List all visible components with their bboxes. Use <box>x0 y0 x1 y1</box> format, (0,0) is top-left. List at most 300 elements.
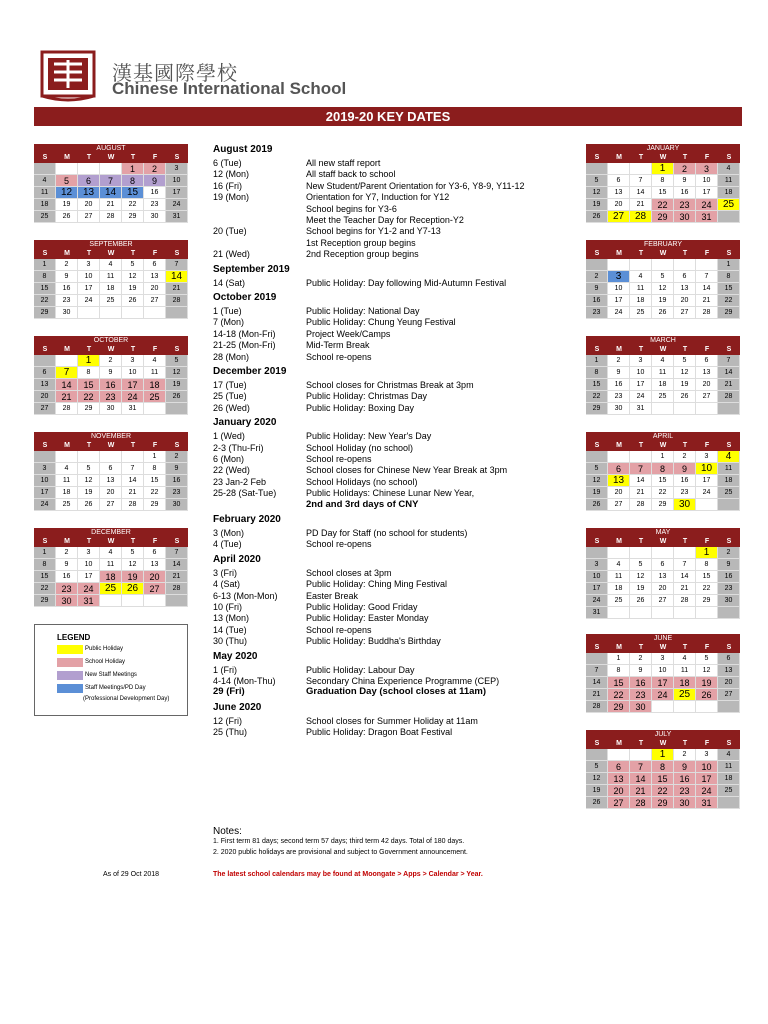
calendar-day: 22 <box>608 689 630 701</box>
calendar-day: 23 <box>100 391 122 403</box>
day-header: W <box>659 740 667 747</box>
day-header: T <box>130 250 136 257</box>
calendar-day: 18 <box>718 773 740 785</box>
calendar-day: 27 <box>696 391 718 403</box>
day-header: S <box>174 442 180 449</box>
calendar-day: 3 <box>608 271 630 283</box>
calendar-day: 1 <box>652 749 674 761</box>
calendar-empty-cell <box>696 607 718 619</box>
event-description: All staff back to school <box>306 169 396 180</box>
calendar-day: 13 <box>34 379 56 391</box>
calendar-day: 11 <box>718 463 740 475</box>
events-month-heading: May 2020 <box>213 650 258 662</box>
calendar-empty-cell <box>166 307 188 319</box>
calendar-day: 2 <box>56 259 78 271</box>
event-description: Public Holiday: National Day <box>306 306 420 316</box>
legend-label-school: School Holiday <box>85 659 126 665</box>
day-header: F <box>704 250 710 257</box>
calendar-day: 1 <box>34 547 56 559</box>
calendar-day: 28 <box>56 403 78 415</box>
legend-swatch-staff <box>57 671 83 680</box>
calendar-day: 24 <box>34 499 56 511</box>
calendar-day: 10 <box>78 271 100 283</box>
calendar-empty-cell <box>674 607 696 619</box>
calendar-day: 19 <box>122 283 144 295</box>
day-header: T <box>682 442 688 449</box>
calendar-day: 3 <box>652 653 674 665</box>
event-date: 4-14 (Mon-Thu) <box>213 676 276 686</box>
day-header: T <box>638 154 644 161</box>
calendar-day: 23 <box>674 785 696 797</box>
calendar-day: 14 <box>630 187 652 199</box>
day-header: M <box>64 346 70 353</box>
calendar-empty-cell <box>718 701 740 713</box>
calendar-day: 22 <box>718 295 740 307</box>
calendar-day: 5 <box>122 547 144 559</box>
calendar-day: 22 <box>696 583 718 595</box>
calendar-day: 1 <box>718 259 740 271</box>
calendar-day: 22 <box>122 199 144 211</box>
calendar-day: 2 <box>608 355 630 367</box>
calendar-day: 2 <box>674 749 696 761</box>
calendar-day: 17 <box>166 187 188 199</box>
event-date: 29 (Fri) <box>213 686 245 698</box>
calendar-empty-cell <box>652 403 674 415</box>
calendar-day: 6 <box>34 367 56 379</box>
calendar-day: 8 <box>696 559 718 571</box>
calendar-empty-cell <box>696 701 718 713</box>
calendar-day: 27 <box>78 211 100 223</box>
calendar-day: 5 <box>122 259 144 271</box>
events-month-heading: September 2019 <box>213 263 290 275</box>
day-header: T <box>130 538 136 545</box>
day-header: S <box>594 250 600 257</box>
calendar-day: 1 <box>586 355 608 367</box>
calendar-day: 19 <box>652 295 674 307</box>
calendar-day: 16 <box>674 475 696 487</box>
calendar-day: 12 <box>586 475 608 487</box>
calendar-day: 26 <box>652 307 674 319</box>
calendar-day: 3 <box>630 355 652 367</box>
calendar-day: 15 <box>122 187 144 199</box>
calendar-empty-cell <box>608 749 630 761</box>
calendar-day: 18 <box>34 199 56 211</box>
event-description: School re-opens <box>306 351 372 362</box>
calendar-day: 24 <box>696 199 718 211</box>
calendar-empty-cell <box>608 607 630 619</box>
event-description: Public Holiday: Buddha's Birthday <box>306 636 441 647</box>
day-header: M <box>616 538 622 545</box>
events-month-heading: August 2019 <box>213 144 273 155</box>
calendar-empty-cell <box>696 499 718 511</box>
event-date: 20 (Tue) <box>213 226 247 237</box>
calendar-day: 18 <box>674 677 696 689</box>
calendar-empty-cell <box>78 451 100 463</box>
event-description: PD Day for Staff (no school for students) <box>306 528 468 538</box>
calendar-day-headers <box>34 345 188 355</box>
calendar-day: 27 <box>674 307 696 319</box>
day-header: S <box>726 346 732 353</box>
calendar-day: 30 <box>166 499 188 511</box>
calendar-empty-cell <box>608 259 630 271</box>
day-header: T <box>86 154 92 161</box>
calendar-day: 19 <box>674 379 696 391</box>
calendar-day: 25 <box>718 487 740 499</box>
calendar-empty-cell <box>34 163 56 175</box>
day-header: T <box>86 250 92 257</box>
calendar-day: 22 <box>652 487 674 499</box>
calendar-day: 2 <box>166 451 188 463</box>
day-header: T <box>638 740 644 747</box>
calendar-day: 28 <box>718 391 740 403</box>
calendar-day: 2 <box>674 163 696 175</box>
calendar-day: 5 <box>586 175 608 187</box>
event-description: Public Holiday: Boxing Day <box>306 402 415 413</box>
calendar-day: 30 <box>608 403 630 415</box>
event-date: 26 (Wed) <box>213 402 250 413</box>
calendar-empty-cell <box>34 451 56 463</box>
day-header: T <box>86 538 92 545</box>
day-header: M <box>64 538 70 545</box>
calendar-day: 6 <box>652 559 674 571</box>
calendar-day: 18 <box>718 187 740 199</box>
calendar-day: 19 <box>78 487 100 499</box>
event-description: 2nd and 3rd days of CNY <box>306 498 419 510</box>
calendar-day: 24 <box>122 391 144 403</box>
legend-label-staff: New Staff Meetings <box>85 672 137 678</box>
calendar-empty-cell <box>586 451 608 463</box>
calendar-grid <box>586 355 740 415</box>
calendar-day: 29 <box>652 211 674 223</box>
calendar-empty-cell <box>144 595 166 607</box>
day-header: T <box>638 442 644 449</box>
calendar-day: 17 <box>696 773 718 785</box>
calendar-day: 20 <box>608 487 630 499</box>
calendar-empty-cell <box>586 163 608 175</box>
day-header: S <box>174 250 180 257</box>
event-description: 1st Reception group begins <box>306 237 416 248</box>
day-header: S <box>42 538 48 545</box>
event-description: Public Holiday: New Year's Day <box>306 431 432 442</box>
day-header: S <box>594 346 600 353</box>
calendar-empty-cell <box>586 259 608 271</box>
calendar-day: 4 <box>34 175 56 187</box>
events-month-heading: January 2020 <box>213 417 277 429</box>
calendar-day: 11 <box>652 367 674 379</box>
calendar-day: 15 <box>652 475 674 487</box>
calendar-month-title: MAY <box>586 528 740 537</box>
calendar-day: 17 <box>78 571 100 583</box>
event-date: 6 (Tue) <box>213 158 242 168</box>
calendar-day: 4 <box>608 559 630 571</box>
event-date: 1 (Tue) <box>213 306 242 316</box>
calendar-day: 17 <box>696 475 718 487</box>
event-description: Public Holiday: Chung Yeung Festival <box>306 317 456 328</box>
calendar-day: 1 <box>608 653 630 665</box>
day-header: T <box>682 250 688 257</box>
day-header: F <box>152 346 158 353</box>
calendar-day: 7 <box>122 463 144 475</box>
calendar-day: 21 <box>696 295 718 307</box>
event-date: 19 (Mon) <box>213 192 250 203</box>
calendar-day: 28 <box>122 499 144 511</box>
calendar-day: 17 <box>608 295 630 307</box>
calendar-day: 17 <box>586 583 608 595</box>
calendar-day: 29 <box>144 499 166 511</box>
event-date: 4 (Tue) <box>213 539 242 550</box>
calendar-empty-cell <box>652 259 674 271</box>
calendar-day: 2 <box>674 451 696 463</box>
calendar-grid <box>586 653 740 713</box>
as-of-date: As of 29 Oct 2018 <box>103 871 160 878</box>
calendar-day: 5 <box>630 559 652 571</box>
calendar-day: 24 <box>696 785 718 797</box>
calendar-day: 29 <box>608 701 630 713</box>
calendar-day: 22 <box>652 199 674 211</box>
calendar-day: 19 <box>630 583 652 595</box>
calendar-day: 28 <box>166 295 188 307</box>
day-header: T <box>682 740 688 747</box>
calendar-day: 14 <box>586 677 608 689</box>
calendar-day: 15 <box>652 187 674 199</box>
calendar-day: 27 <box>144 295 166 307</box>
calendar-day: 17 <box>652 677 674 689</box>
legend-title: LEGEND <box>57 633 91 642</box>
calendar-day-headers <box>586 537 740 547</box>
calendar-day: 23 <box>608 391 630 403</box>
calendar-day: 10 <box>78 559 100 571</box>
calendar-day: 4 <box>718 163 740 175</box>
calendar-empty-cell <box>586 653 608 665</box>
event-date: 13 (Mon) <box>213 613 250 624</box>
calendar-day: 26 <box>586 499 608 511</box>
calendar-day: 30 <box>674 211 696 223</box>
calendar-month-title: JANUARY <box>586 144 740 153</box>
event-date: 2-3 (Thu-Fri) <box>213 442 264 453</box>
calendar-day: 14 <box>696 283 718 295</box>
calendar-day: 30 <box>100 403 122 415</box>
calendar-day: 12 <box>586 773 608 785</box>
event-description: New Student/Parent Orientation for Y3-6, Y8-9, Y11-12 <box>306 180 525 191</box>
event-date: 21-25 (Mon-Fri) <box>213 340 276 351</box>
calendar-day: 15 <box>34 571 56 583</box>
calendar-day: 6 <box>674 271 696 283</box>
school-name-chinese: 漢基國際學校 <box>112 61 238 85</box>
calendar-day: 5 <box>78 463 100 475</box>
calendar-sep <box>34 240 188 319</box>
calendar-day: 31 <box>166 211 188 223</box>
calendar-day: 31 <box>586 607 608 619</box>
calendar-empty-cell <box>100 307 122 319</box>
calendar-day: 20 <box>144 283 166 295</box>
calendar-day: 26 <box>586 797 608 809</box>
calendar-day: 9 <box>674 175 696 187</box>
day-header: S <box>42 346 48 353</box>
calendar-day: 30 <box>630 701 652 713</box>
day-header: W <box>659 442 667 449</box>
calendar-day: 2 <box>718 547 740 559</box>
calendar-day: 3 <box>696 451 718 463</box>
day-header: S <box>726 154 732 161</box>
event-date: 6-13 (Mon-Mon) <box>213 590 278 601</box>
calendar-day: 1 <box>696 547 718 559</box>
event-description: Public Holiday: Day following Mid-Autumn Festival <box>306 277 507 288</box>
day-header: T <box>638 538 644 545</box>
calendar-day: 11 <box>630 283 652 295</box>
calendar-day: 1 <box>122 163 144 175</box>
calendar-day: 26 <box>122 295 144 307</box>
event-description: Public Holiday: Dragon Boat Festival <box>306 727 453 738</box>
calendar-day: 15 <box>78 379 100 391</box>
calendar-day: 1 <box>652 451 674 463</box>
event-date: 14 (Sat) <box>213 277 246 288</box>
calendar-empty-cell <box>122 307 144 319</box>
calendar-day: 21 <box>674 583 696 595</box>
day-header: W <box>107 538 115 545</box>
event-date: 1 (Fri) <box>213 664 237 675</box>
calendar-day: 19 <box>586 785 608 797</box>
calendar-day: 12 <box>652 283 674 295</box>
calendar-grid <box>586 259 740 319</box>
event-description: School re-opens <box>306 454 372 464</box>
event-date: 10 (Fri) <box>213 602 242 612</box>
calendar-day: 7 <box>674 559 696 571</box>
calendar-day: 25 <box>100 295 122 307</box>
calendar-day: 7 <box>696 271 718 283</box>
event-date: 23 Jan-2 Feb <box>213 476 267 487</box>
day-header: M <box>616 154 622 161</box>
calendar-day: 23 <box>630 689 652 701</box>
calendar-empty-cell <box>122 451 144 463</box>
calendar-mar <box>586 336 740 415</box>
calendar-day: 13 <box>718 665 740 677</box>
calendar-day: 10 <box>166 175 188 187</box>
calendar-day-headers <box>586 441 740 451</box>
calendar-day: 10 <box>652 665 674 677</box>
calendar-day-headers <box>34 537 188 547</box>
calendar-day: 11 <box>674 665 696 677</box>
calendar-day: 6 <box>608 761 630 773</box>
calendar-day: 22 <box>586 391 608 403</box>
calendar-day: 21 <box>122 487 144 499</box>
calendar-day: 4 <box>56 463 78 475</box>
calendar-empty-cell <box>34 355 56 367</box>
calendar-day: 17 <box>122 379 144 391</box>
calendar-day: 22 <box>34 295 56 307</box>
calendar-day: 8 <box>78 367 100 379</box>
legend-sublabel: (Professional Development Day) <box>83 696 170 702</box>
calendar-day: 19 <box>586 487 608 499</box>
calendar-empty-cell <box>696 259 718 271</box>
calendar-day: 11 <box>718 761 740 773</box>
calendar-day: 13 <box>696 367 718 379</box>
calendar-grid <box>34 547 188 607</box>
day-header: S <box>726 740 732 747</box>
calendar-day: 25 <box>608 595 630 607</box>
calendar-day: 16 <box>674 187 696 199</box>
calendar-empty-cell <box>718 607 740 619</box>
event-date: 17 (Tue) <box>213 380 247 390</box>
calendar-day: 19 <box>696 677 718 689</box>
calendar-day: 28 <box>674 595 696 607</box>
event-description: Project Week/Camps <box>306 328 391 339</box>
calendar-day: 3 <box>166 163 188 175</box>
calendar-day: 11 <box>718 175 740 187</box>
day-header: S <box>726 250 732 257</box>
calendar-day: 5 <box>696 653 718 665</box>
calendar-day: 14 <box>56 379 78 391</box>
calendar-day: 23 <box>166 487 188 499</box>
calendar-day: 20 <box>608 199 630 211</box>
calendar-empty-cell <box>586 749 608 761</box>
events-month-heading: April 2020 <box>213 553 261 565</box>
day-header: S <box>594 154 600 161</box>
calendar-day: 17 <box>34 487 56 499</box>
calendar-day: 3 <box>122 355 144 367</box>
calendar-day: 27 <box>608 499 630 511</box>
event-date: 25 (Tue) <box>213 391 247 402</box>
calendar-day: 18 <box>100 283 122 295</box>
calendar-day: 29 <box>78 403 100 415</box>
calendar-day: 12 <box>56 187 78 199</box>
calendar-day: 4 <box>144 355 166 367</box>
event-description: School Holidays (no school) <box>306 476 418 487</box>
notes-title: Notes: <box>213 826 242 837</box>
note-line: 1. First term 81 days; second term 57 days; third term 42 days. Total of 180 days. <box>213 838 465 845</box>
calendar-day: 23 <box>56 583 78 595</box>
event-description: Public Holiday: Good Friday <box>306 602 418 612</box>
calendar-day: 9 <box>630 665 652 677</box>
calendar-empty-cell <box>674 547 696 559</box>
calendar-day: 14 <box>166 271 188 283</box>
calendar-day: 25 <box>630 307 652 319</box>
calendar-day: 2 <box>586 271 608 283</box>
calendar-may <box>586 528 740 619</box>
event-date: 6 (Mon) <box>213 454 245 464</box>
calendar-day: 20 <box>674 295 696 307</box>
calendar-day: 29 <box>586 403 608 415</box>
calendar-day: 23 <box>586 307 608 319</box>
events-month-heading: December 2019 <box>213 366 287 377</box>
calendar-empty-cell <box>718 499 740 511</box>
calendar-day: 17 <box>630 379 652 391</box>
day-header: M <box>616 250 622 257</box>
calendar-day: 20 <box>696 379 718 391</box>
event-description: Public Holidays: Chinese Lunar New Year, <box>306 488 475 499</box>
calendar-oct <box>34 336 188 415</box>
day-header: T <box>130 154 136 161</box>
calendar-empty-cell <box>56 355 78 367</box>
calendar-empty-cell <box>630 607 652 619</box>
calendar-empty-cell <box>652 607 674 619</box>
day-header: F <box>152 538 158 545</box>
calendar-day: 18 <box>608 583 630 595</box>
legend-swatch-public <box>57 645 83 654</box>
legend-label-public: Public Holiday <box>85 646 124 652</box>
calendar-day: 31 <box>78 595 100 607</box>
day-header: S <box>726 644 732 651</box>
event-description: Orientation for Y7, Induction for Y12 <box>306 192 450 203</box>
calendar-feb <box>586 240 740 319</box>
calendar-day: 20 <box>100 487 122 499</box>
calendar-day: 26 <box>78 499 100 511</box>
calendar-day: 6 <box>608 175 630 187</box>
calendar-empty-cell <box>100 595 122 607</box>
calendar-day: 1 <box>34 259 56 271</box>
calendar-empty-cell <box>630 163 652 175</box>
events-month-heading: February 2020 <box>213 514 281 525</box>
calendar-day: 9 <box>144 175 166 187</box>
